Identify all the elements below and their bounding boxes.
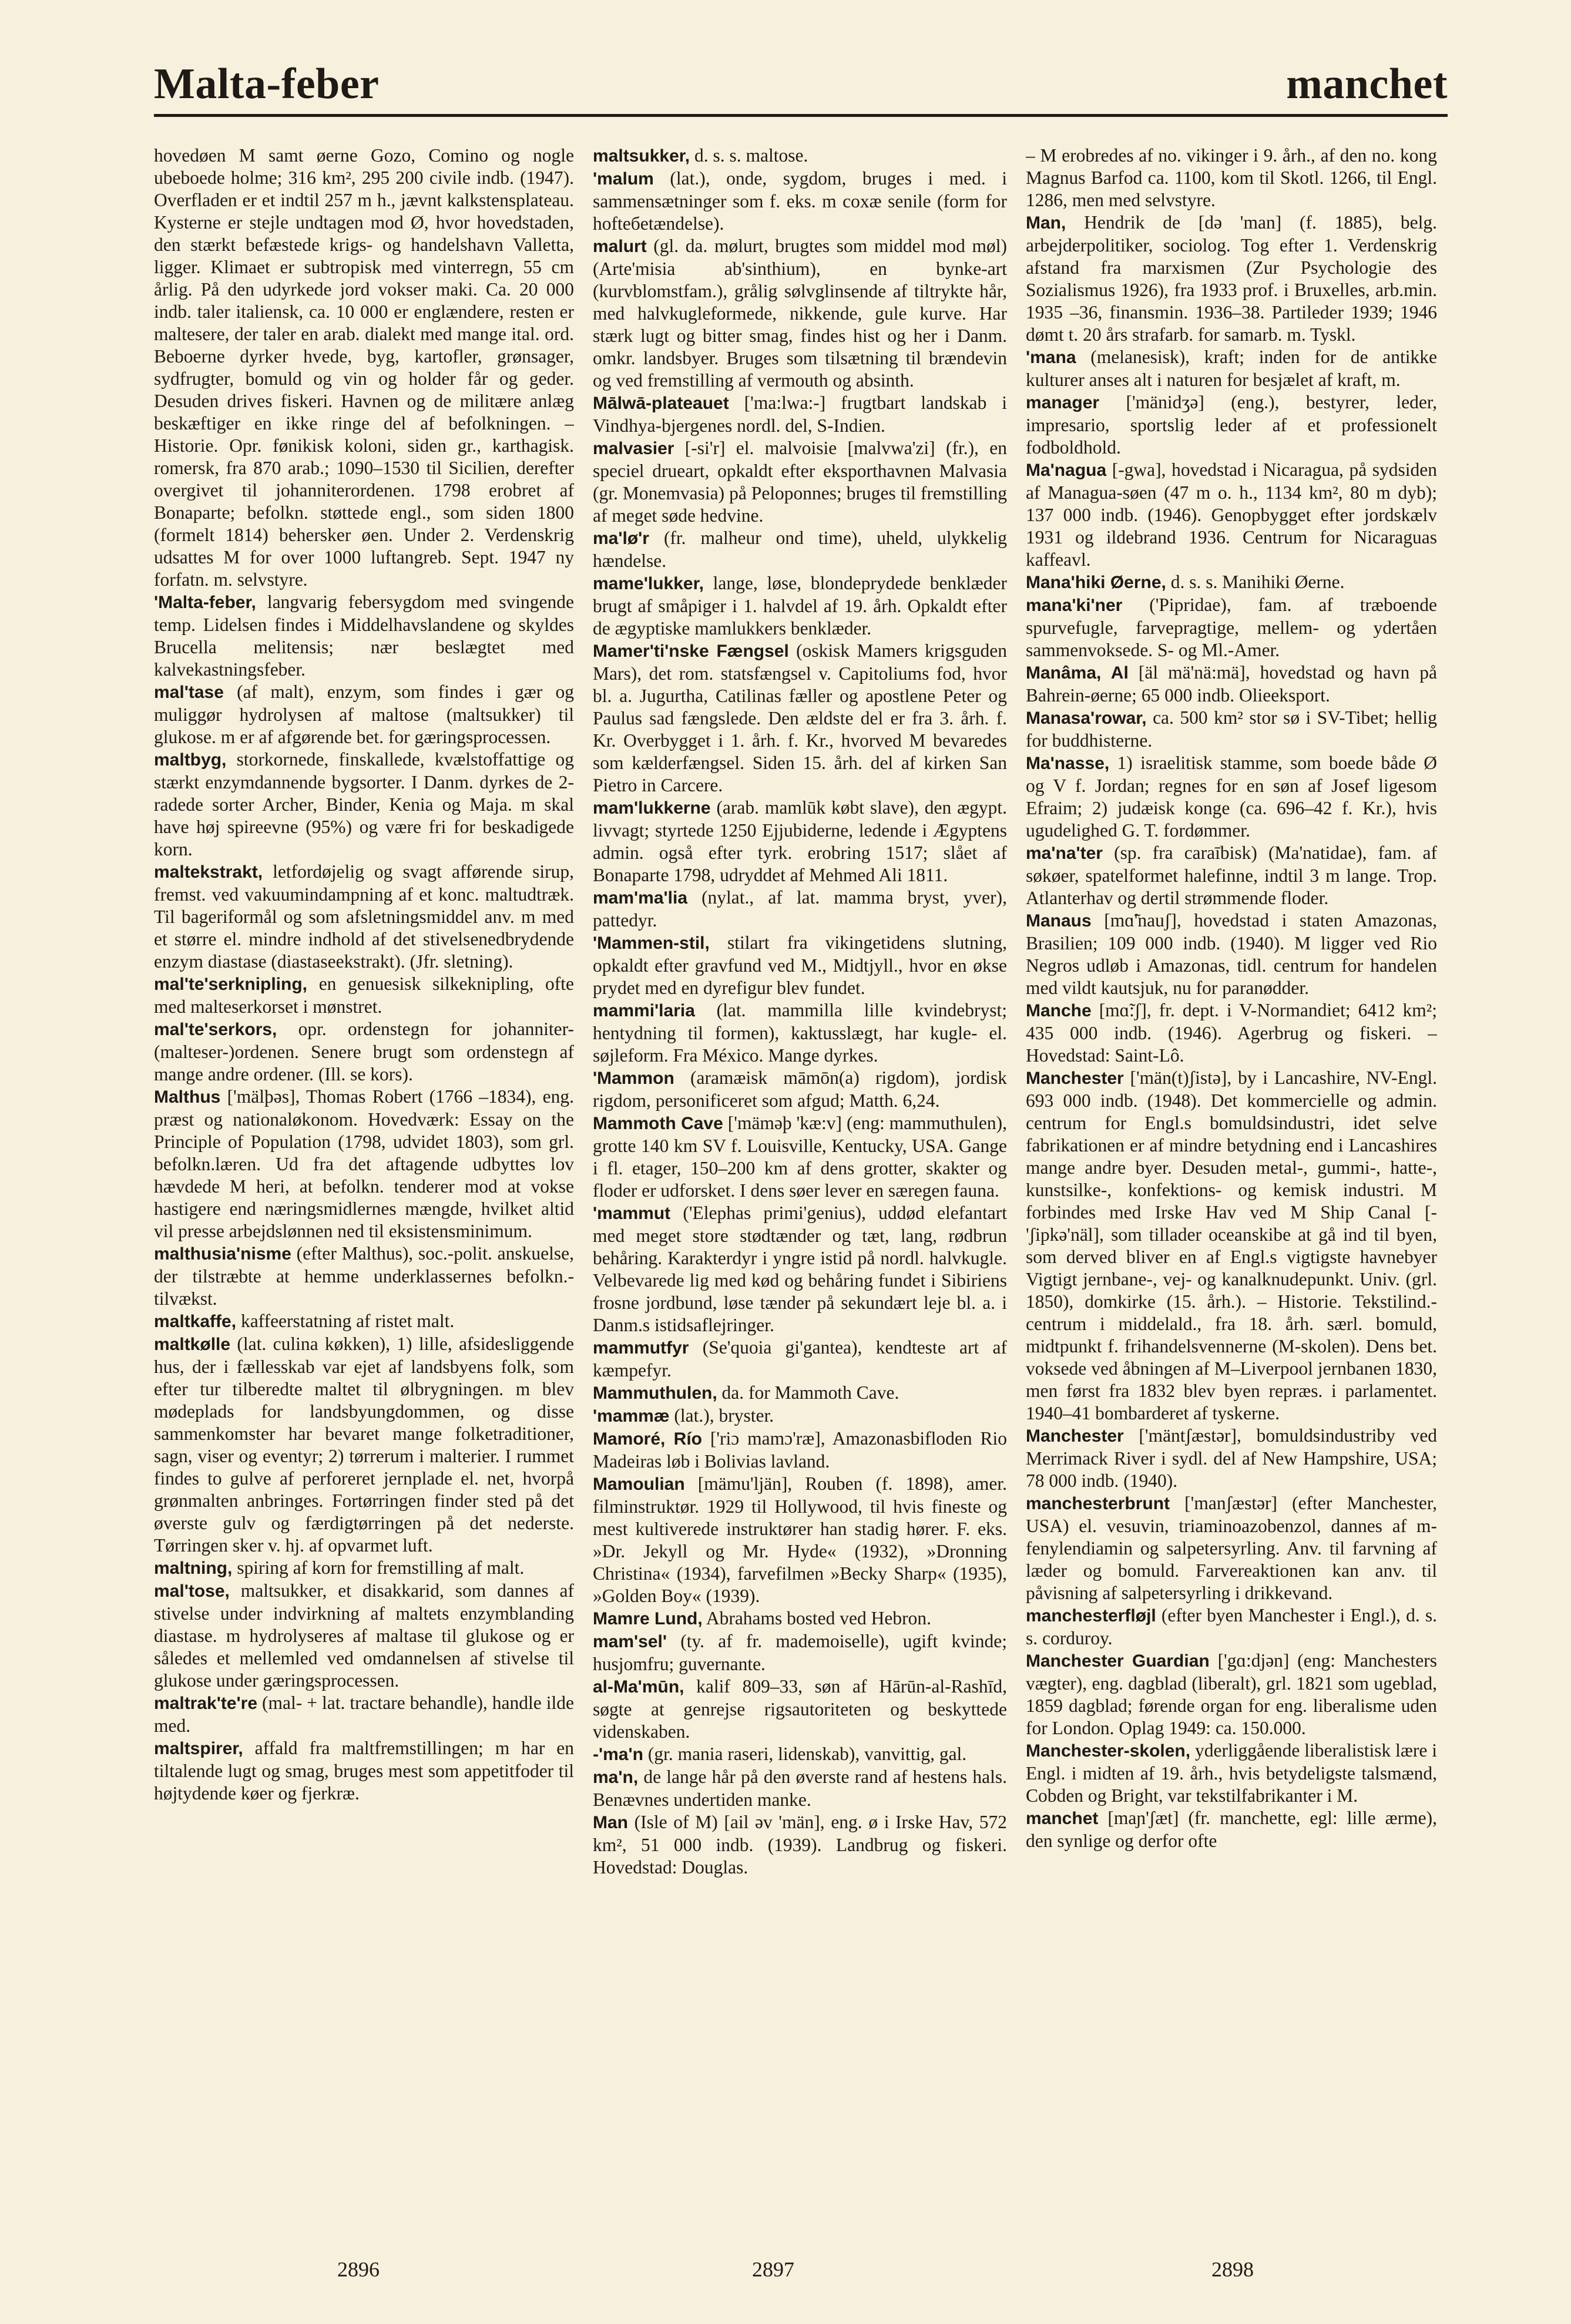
entry-definition: [mämu'ljän], Rouben (f. 1898), amer. filminstruktør. 1929 til Hollywood, til hvis fineste og mest kultiverede instruktører han stadig hører. F. eks. »Dr. Jekyll og Mr. Hyde« (1932), »Dronning Christina« (1934), farvefilmen »Becky Sharp« (1935), »Golden Boy« (1939). — [593, 1473, 1007, 1606]
entry-definition: (gr. mania raseri, lidenskab), vanvittig, gal. — [647, 1744, 967, 1764]
dictionary-entry — [154, 973, 574, 1018]
dictionary-entry — [1026, 661, 1437, 707]
entry-definition: (efter Malthus), soc.-polit. anskuelse, der tilstræbte at hemme underklassernes befolkn.-tilvækst. — [154, 1243, 574, 1309]
dictionary-entry — [1026, 1739, 1437, 1807]
entry-definition: ['män(t)ʃistə], by i Lancashire, NV-Engl. 693 000 indb. (1948). Det kommercielle og admin. centrum for Engl.s bomuldsindustri, idet selve fabrikationen er af mindre betydning end i Lancashires mange andre byer. Desuden metal-, gummi-, hatte-, kunstsilke-, konfektions- og kemisk industri. M forbindes med Irske Hav ved M Ship Canal [-'ʃipkə'näl], som tillader oceanskibe at gå ind til byen, som derved bliver en af Engl.s vigtigste havnebyer Vigtigt jernbane-, vej- og kanalknudepunkt. Univ. (grl. 1850), domkirke (15. årh.). – Historie. Tekstilind.-centrum i middelald., fra 18. årh. særl. bomuld, midtpunkt f. frihandelsvennerne (M-skolen). Dens bet. voksede ved åbningen af M–Liverpool jernbanen 1830, men først fra 1832 blev byen repræs. i parlamentet. 1940–41 bombarderet af tyskerne. — [1026, 1067, 1437, 1423]
dictionary-entry — [593, 1382, 1007, 1405]
last-headword: manchet — [1286, 60, 1448, 108]
entry-headword: Manasa'rowar, — [1026, 708, 1147, 728]
dictionary-entry — [154, 748, 574, 861]
entry-definition: ['mälþəs], Thomas Robert (1766 –1834), eng. præst og nationaløkonom. Hovedværk: Essay on the Principle of Population (1798, udvidet 1803), som grl. befolkn.læren. Ud fra det aftagende udbyttes lov hævdede M heri, at befolkn. tenderer mod at vokse hastigere end næringsmidlernes mængde, hvilket altid vil presse arbejdslønnen ned til eksistensminimum. — [154, 1086, 574, 1241]
dictionary-entry — [593, 1766, 1007, 1811]
dictionary-entry — [593, 1428, 1007, 1473]
entry-definition: hovedøen M samt øerne Gozo, Comino og nogle ubeboede holme; 316 km², 295 200 civile indb. (1947). Overfladen er et indtil 257 m h., jævnt kalkstensplateau. Kysterne er stejle undtagen mod Ø, hvor hovedstaden, den stærkt befæstede krigs- og handelshavn Valletta, ligger. Klimaet er subtropisk med vinterregn, 55 cm årlig. På den udyrkede jord vokser maki. Ca. 20 000 indb. taler italiensk, ca. 10 000 er englændere, resten er maltesere, der taler en arab. dialekt med mange ital. ord. Beboerne dyrker hvede, byg, kartofler, grønsager, sydfrugter, bomuld og vin og holder får og geder. Desuden drives fiskeri. Havnen og de militære anlæg beskæftiger en ikke ringe del af befolkningen. – Historie. Opr. fønikisk koloni, siden gr., karthagisk. romersk, fra 870 arab.; 1090–1530 til Sicilien, derefter overgivet til johanniterordenen. 1798 erobret af Bonaparte; befolkn. støttede engl., som siden 1800 (formelt 1814) behersker øen. Under 2. Verdenskrig udsattes M for over 1000 luftangreb. Sept. 1947 ny forfatn. m. selvstyre. — [154, 145, 574, 590]
entry-definition: (nylat., af lat. mamma bryst, yver), pattedyr. — [593, 887, 1007, 931]
entry-headword: ma'lø'r — [593, 529, 649, 548]
entry-definition: ('Pipridae), fam. af træboende spurvefugle, farvepragtige, mellem- og ydertåen sammenvoksede. S- og Ml.-Amer. — [1026, 595, 1437, 660]
entry-headword: Manchester-skolen, — [1026, 1741, 1191, 1761]
dictionary-entry — [593, 1405, 1007, 1428]
dictionary-entry — [593, 797, 1007, 886]
page-number-left: 2896 — [337, 2258, 380, 2281]
entry-definition: (lat. culina køkken), 1) lille, afsidesliggende hus, der i fællesskab var ejet af landsbyens folk, som efter tur tilberedte maltet til ølbrygningen. m blev mødeplads for landsbyungdommen, og disse sammenkomster har bevaret mange folketraditioner, sagn, viser og eventyr; 2) tørrerum i malterier. I rummet findes to gulve af perforeret jernplade el. net, hvorpå grønmalten anbringes. Fortørringen finder sted på det øverste gulv og færdigtørringen på det nederste. Tørringen sker v. hj. af opvarmet luft. — [154, 1334, 574, 1556]
entry-headword: manchesterfløjl — [1026, 1606, 1156, 1626]
entry-definition: (ty. af fr. mademoiselle), ugift kvinde; husjomfru; guvernante. — [593, 1631, 1007, 1674]
entry-headword: 'mammæ — [593, 1406, 670, 1426]
entry-headword: Mamer'ti'nske Fængsel — [593, 642, 789, 661]
dictionary-entry — [154, 591, 574, 681]
entry-headword: Man, — [1026, 213, 1066, 233]
entry-headword: Man — [593, 1813, 628, 1832]
entry-headword: maltning, — [154, 1559, 233, 1578]
dictionary-entry — [1026, 145, 1437, 211]
entry-headword: ma'n, — [593, 1768, 639, 1787]
first-headword: Malta-feber — [154, 60, 380, 108]
entry-headword: mal'te'serkors, — [154, 1020, 277, 1039]
dictionary-entry — [1026, 1604, 1437, 1650]
dictionary-entry — [593, 1607, 1007, 1630]
entry-definition: ['mäntʃæstər], bomuldsindustriby ved Merrimack River i sydl. del af New Hampshire, USA; 78 000 indb. (1940). — [1026, 1425, 1437, 1491]
entry-definition: (oskisk Mamers krigsguden Mars), det rom. statsfængsel v. Capitoliums fod, hvor bl. a. Jugurtha, Catilinas fæller og apostlene Peter og Paulus sad fængslede. Den ældste del er fra 3. årh. f. Kr. Overbygget i 1. årh. f. Kr., hvorved M bevaredes som kælderfængsel. Siden 15. årh. del af kirken San Pietro in Carcere. — [593, 640, 1007, 795]
entry-headword: manchesterbrunt — [1026, 1494, 1170, 1513]
page-numbers — [154, 2257, 1448, 2292]
entry-definition: ['mäməþ 'kæ:v] (eng: mammuthulen), grotte 140 km SV f. Louisville, Kentucky, USA. Gange i fl. etager, 150–200 km af dens grotter, skakter og floder er udforsket. I dens søer lever en særegen fauna. — [593, 1113, 1007, 1201]
dictionary-entry — [1026, 909, 1437, 999]
dictionary-entry — [1026, 211, 1437, 346]
entry-definition: (arab. mamlūk købt slave), den ægypt. livvagt; styrtede 1250 Ejjubiderne, ledende i Ægyptens admin. også efter tyrk. erobring 1517; slået af Bonaparte 1798, udryddet af Mehmed Ali 1811. — [593, 797, 1007, 885]
dictionary-entry — [1026, 346, 1437, 391]
entry-headword: mana'ki'ner — [1026, 596, 1123, 615]
entry-headword: mam'ma'lia — [593, 888, 688, 908]
entry-definition: (mal- + lat. tractare behandle), handle ilde med. — [154, 1692, 574, 1736]
entry-definition: ['manʃæstər] (efter Manchester, USA) el. vesuvin, triaminoazobenzol, dannes af m-fenylendiamin og salpetersyrling. Anv. til farvning af læder og bomuld. Farvereaktionen kan anv. til påvisning af salpetersyrling i drikkevand. — [1026, 1493, 1437, 1603]
entry-headword: Manchester — [1026, 1426, 1124, 1446]
dictionary-entry — [593, 1112, 1007, 1202]
entry-headword: malurt — [593, 237, 647, 256]
entry-definition: (Se'quoia gi'gantea), kendteste art af kæmpefyr. — [593, 1337, 1007, 1381]
entry-definition: ['ma:lwa:-] frugtbart landskab i Vindhya-bjergenes nordl. del, S-Indien. — [593, 392, 1007, 436]
entry-headword: Manche — [1026, 1001, 1092, 1020]
entry-definition: langvarig febersygdom med svingende temp. Lidelsen findes i Middelhavslandene og skyldes Brucella melitensis; nær beslægtet med kalvekastningsfeber. — [154, 592, 574, 680]
entry-definition: (Isle of M) [ail əv 'män], eng. ø i Irske Hav, 572 km², 51 000 indb. (1939). Landbrug og fiskeri. Hovedstad: Douglas. — [593, 1812, 1007, 1878]
entry-definition: (lat. mammilla lille kvindebryst; hentydning til formen), kaktusslægt, har kugle- el. søjleform. Fra México. Mange dyrkes. — [593, 1000, 1007, 1066]
dictionary-entry — [593, 999, 1007, 1067]
entry-definition: (efter byen Manchester i Engl.), d. s. s. corduroy. — [1026, 1605, 1437, 1648]
entry-definition: en genuesisk silkeknipling, ofte med malteserkorset i mønstret. — [154, 973, 574, 1017]
entry-headword: malvasier — [593, 439, 674, 458]
entry-headword: Ma'nasse, — [1026, 754, 1110, 773]
dictionary-entry — [154, 681, 574, 748]
entry-definition: (aramæisk māmōn(a) rigdom), jordisk rigdom, personificeret som afgud; Matth. 6,24. — [593, 1067, 1007, 1111]
dictionary-entry — [1026, 571, 1437, 594]
entry-definition: Hendrik de [də 'man] (f. 1885), belg. arbejderpolitiker, sociolog. Tog efter 1. Verdenskrig afstand fra marxismen (Zur Psychologie des Sozialismus 1926), fra 1933 prof. i Bruxelles, arb.min. 1935 –36, finansmin. 1936–38. Partileder 1939; 1946 dømt t. 20 års strafarb. for samarb. m. Tyskl. — [1026, 212, 1437, 345]
dictionary-entry — [1026, 594, 1437, 661]
entry-headword: Mana'hiki Øerne, — [1026, 573, 1166, 592]
entry-definition: – M erobredes af no. vikinger i 9. årh., af den no. kong Magnus Barfod ca. 1100, kom til Skotl. 1266, til Engl. 1286, men med selvstyre. — [1026, 145, 1437, 210]
dictionary-entry — [593, 1630, 1007, 1675]
entry-definition: Abrahams bosted ved Hebron. — [706, 1608, 931, 1628]
entry-definition: opr. ordenstegn for johanniter-(malteser-)ordenen. Senere brugt som ordenstegn af mange andre ordener. (Ill. se kors). — [154, 1019, 574, 1084]
dictionary-entry — [593, 392, 1007, 437]
entry-definition: storkornede, finskallede, kvælstoffattige og stærkt enzymdannende bygsorter. I Danm. dyrkes de 2-radede sorter Archer, Binder, Kenia og Maja. m skal have høj spireevne (95%) og være fri for beskadigede korn. — [154, 749, 574, 859]
entry-definition: (sp. fra caraībisk) (Ma'natidae), fam. af søkøer, spatelformet halefinne, indtil 3 m lange. Trop. Atlanterhav og dertil strømmende floder. — [1026, 842, 1437, 908]
dictionary-entry — [1026, 1492, 1437, 1604]
entry-headword: 'Mammon — [593, 1069, 674, 1088]
entry-definition: letfordøjelig og svagt afførende sirup, fremst. ved vakuumindampning af et konc. maltudtræk. Til bageriformål og som afsletningsmiddel anv. m med et større el. mindre indhold af det stivelsenedbrydende enzym diastase (diastaseekstrakt). (Jfr. sletning). — [154, 861, 574, 972]
dictionary-entry — [1026, 999, 1437, 1067]
entry-headword: 'mana — [1026, 348, 1076, 367]
entry-definition: ['riɔ mamɔ'ræ], Amazonasbifloden Rio Madeiras løb i Bolivias lavland. — [593, 1428, 1007, 1472]
entry-headword: mam'lukkerne — [593, 798, 711, 818]
dictionary-entry — [593, 145, 1007, 167]
entry-definition: [mɑ̃:ʃ], fr. dept. i V-Normandiet; 6412 km²; 435 000 indb. (1946). Agerbrug og fiskeri. – Hovedstad: Saint-Lô. — [1026, 1000, 1437, 1066]
entry-definition: da. for Mammoth Cave. — [721, 1382, 899, 1403]
entry-headword: Manchester — [1026, 1069, 1124, 1088]
dictionary-entry — [154, 861, 574, 973]
entry-definition: [äl mä'nä:mä], hovedstad og havn på Bahrein-øerne; 65 000 indb. Olieeksport. — [1026, 662, 1437, 706]
dictionary-entry — [1026, 1650, 1437, 1739]
dictionary-entry — [593, 1473, 1007, 1607]
entry-definition: affald fra maltfremstillingen; m har en tiltalende lugt og smag, bruges mest som appetitfoder til højtydende køer og fjerkræ. — [154, 1738, 574, 1804]
dictionary-entry — [1026, 842, 1437, 909]
dictionary-entry — [154, 1580, 574, 1692]
dictionary-entry — [154, 1018, 574, 1086]
entry-definition: (fr. malheur ond time), uheld, ulykkelig hændelse. — [593, 528, 1007, 571]
entry-definition: 1) israelitisk stamme, som boede både Ø og V f. Jordan; regnes for en søn af Josef ligesom Efraim; 2) judæisk konge (ca. 696–42 f. Kr.), hvis ugudelighed G. T. fordømmer. — [1026, 753, 1437, 841]
entry-definition: (lat.), onde, sygdom, bruges i med. i sammensætninger som f. eks. m coxæ senile (form for hofteбetændelse). — [593, 168, 1007, 234]
entry-definition: kalif 809–33, søn af Hārūn-al-Rashīd, søgte at genrejse rigsautoriteten og beskyttede videnskaben. — [593, 1676, 1007, 1742]
entry-definition: ['mänidʒə] (eng.), bestyrer, leder, impresario, sportslig leder af et professionelt fodboldhold. — [1026, 392, 1437, 458]
dictionary-entry — [593, 572, 1007, 640]
dictionary-entry — [593, 1743, 1007, 1766]
entry-definition: [-si'r] el. malvoisie [malvwa'zi] (fr.), en speciel druеart, opkaldt efter eksporthavnen Malvasia (gr. Monemvasia) på Peloponnes; bruges til fremstilling af meget søde hedvine. — [593, 438, 1007, 526]
dictionary-entry — [593, 437, 1007, 527]
text-columns — [154, 145, 1448, 2212]
entry-definition: spiring af korn for fremstilling af malt. — [237, 1557, 525, 1578]
entry-headword: Mālwā-plateauet — [593, 394, 729, 413]
entry-headword: Mamoré, Río — [593, 1429, 703, 1449]
running-header — [154, 58, 1448, 117]
entry-headword: maltbyg, — [154, 750, 227, 770]
dictionary-entry — [593, 235, 1007, 392]
entry-definition: (af malt), enzym, som findes i gær og muliggør hydrolysen af maltose (maltsukker) til glukose. m er af afgørende bet. for gæringsprocessen. — [154, 681, 574, 747]
column-3 — [1026, 145, 1437, 2212]
entry-definition: ['gɑ:djən] (eng: Manchesters vægter), eng. dagblad (liberalt), grl. 1821 som ugeblad, 1859 dagblad; førende organ for eng. liberalisme uden for London. Oplag 1949: ca. 150.000. — [1026, 1650, 1437, 1738]
dictionary-entry — [1026, 391, 1437, 459]
entry-headword: al-Ma'mūn, — [593, 1677, 684, 1697]
dictionary-entry — [593, 932, 1007, 999]
entry-headword: Manaus — [1026, 911, 1092, 931]
entry-definition: (gl. da. mølurt, brugtes som middel mod møl) (Arte'misia ab'sinthium), en bynke-art (kurvblomstfam.), grålig sølvglinsende af tiltrykte hår, med halvkugleformede, nikkende, gule kurve. Har stærk lugt og bitter smag, findes hist og her i Danm. omkr. landsbyer. Bruges som tilsætning til brændevin og ved fremstilling af vermouth og absinth. — [593, 236, 1007, 391]
dictionary-entry — [593, 1811, 1007, 1879]
entry-headword: mammutfyr — [593, 1338, 689, 1358]
entry-definition: [mɑ̃'nauʃ], hovedstad i staten Amazonas, Brasilien; 109 000 indb. (1940). M ligger ved Rio Negros udløb i Amazonas, tidl. centrum for handelen med vildt kautsjuk, nu for paranødder. — [1026, 910, 1437, 998]
entry-headword: maltekstrakt, — [154, 862, 263, 882]
entry-headword: manchet — [1026, 1809, 1099, 1828]
dictionary-entry — [1026, 752, 1437, 842]
entry-headword: mam'sel' — [593, 1632, 667, 1651]
entry-headword: Mamoulian — [593, 1475, 685, 1494]
entry-definition: yderliggående liberalistisk lære i Engl. i midten af 19. årh., hvis betydeligste talsmænd, Cobden og Bright, var tekstilfabrikanter i M. — [1026, 1740, 1437, 1806]
dictionary-entry — [593, 1336, 1007, 1382]
entry-definition: maltsukker, et disakkarid, som dannes af stivelse under indvirkning af maltets enzymblanding diastase. m hydrolyseres af maltase til glukose og er således et mellemled ved omdannelsen af stivelse til glukose under gæringsprocessen. — [154, 1580, 574, 1691]
dictionary-entry — [1026, 459, 1437, 571]
page-number-middle: 2897 — [752, 2258, 794, 2281]
entry-headword: maltsukker, — [593, 146, 690, 166]
dictionary-entry — [593, 886, 1007, 932]
dictionary-entry — [154, 145, 574, 591]
dictionary-entry — [593, 1202, 1007, 1336]
entry-headword: maltspirer, — [154, 1739, 243, 1758]
entry-headword: -'ma'n — [593, 1745, 643, 1764]
entry-headword: mal'tose, — [154, 1581, 230, 1601]
entry-headword: malthusia'nisme — [154, 1244, 291, 1264]
entry-headword: ma'na'ter — [1026, 844, 1103, 863]
entry-headword: 'mammut — [593, 1204, 671, 1223]
entry-headword: mal'tase — [154, 683, 224, 702]
dictionary-entry — [1026, 1807, 1437, 1852]
entry-headword: Manâma, Al — [1026, 663, 1129, 683]
dictionary-entry — [154, 1310, 574, 1333]
dictionary-entry — [593, 1067, 1007, 1112]
entry-definition: stilart fra vikingetidens slutning, opkaldt efter gravfund ved M., Midtjyll., hvor en økse prydet med en dyrefigur blev fundet. — [593, 932, 1007, 998]
dictionary-entry — [593, 1675, 1007, 1743]
entry-headword: maltkaffe, — [154, 1312, 237, 1331]
dictionary-entry — [154, 1086, 574, 1242]
dictionary-entry — [593, 640, 1007, 797]
entry-headword: Mammuthulen, — [593, 1383, 717, 1403]
entry-definition: ('Elephas primi'genius), uddød elefantart med meget store stødtænder og tæt, lang, rødbrun behåring. Karakterdyr i yngre istid på nordl. halvkugle. Velbevarede lig med kød og behåring fundet i Sibiriens frosne jordbund, løse tænder på sekundært leje bl. a. i Danm.s istidsaflejringer. — [593, 1203, 1007, 1335]
dictionary-entry — [593, 167, 1007, 235]
entry-definition: de lange hår på den øverste rand af hestens hals. Benævnes undertiden manke. — [593, 1766, 1007, 1810]
entry-headword: maltkølle — [154, 1335, 231, 1354]
entry-headword: Mamre Lund, — [593, 1609, 703, 1628]
entry-headword: 'malum — [593, 169, 654, 189]
entry-definition: d. s. s. Manihiki Øerne. — [1170, 572, 1345, 592]
entry-headword: Mammoth Cave — [593, 1114, 723, 1133]
entry-headword: Ma'nagua — [1026, 461, 1107, 480]
entry-headword: manager — [1026, 393, 1100, 412]
dictionary-entry — [154, 1692, 574, 1737]
dictionary-entry — [154, 1242, 574, 1310]
entry-definition: [-gwa], hovedstad i Nicaragua, på sydsiden af Managua-søen (47 m o. h., 1134 km², 80 m dyb); 137 000 indb. (1946). Genopbygget efter jordskælv 1931 og ildebrand 1936. Centrum for Nicaraguas kaffeavl. — [1026, 459, 1437, 570]
page-number-right: 2898 — [1211, 2258, 1254, 2281]
entry-definition: kaffeerstatning af ristet malt. — [240, 1311, 455, 1331]
column-1 — [154, 145, 574, 2212]
dictionary-entry — [154, 1737, 574, 1805]
dictionary-entry — [593, 527, 1007, 572]
entry-headword: 'Malta-feber, — [154, 593, 256, 612]
entry-definition: [maɲ'ʃæt] (fr. manchette, egl: lille ærme), den synlige og derfor ofte — [1026, 1808, 1437, 1851]
entry-headword: Malthus — [154, 1087, 221, 1107]
entry-headword: 'Mammen-stil, — [593, 933, 710, 953]
dictionary-entry — [154, 1557, 574, 1580]
dictionary-entry — [1026, 707, 1437, 752]
entry-definition: (lat.), bryster. — [674, 1405, 774, 1426]
dictionary-entry — [1026, 1425, 1437, 1492]
entry-headword: mame'lukker, — [593, 574, 704, 593]
entry-headword: mal'te'serknipling, — [154, 975, 308, 994]
entry-definition: d. s. s. maltose. — [694, 145, 808, 166]
entry-headword: maltrak'te're — [154, 1694, 258, 1713]
entry-headword: Manchester Guardian — [1026, 1651, 1210, 1671]
dictionary-entry — [154, 1333, 574, 1557]
entry-definition: ca. 500 km² stor sø i SV-Tibet; hellig for buddhisterne. — [1026, 707, 1437, 751]
entry-definition: lange, løse, blondeprydede benklæder brugt af småpiger i 1. halvdel af 19. årh. Opkaldt efter de ægyptiske mamlukkers benklæder. — [593, 573, 1007, 639]
dictionary-entry — [1026, 1067, 1437, 1425]
entry-definition: (melanesisk), kraft; inden for de antikke kulturer anses alt i naturen for besjælet af kraft, m. — [1026, 347, 1437, 390]
column-2 — [593, 145, 1007, 2212]
entry-headword: mammi'laria — [593, 1001, 695, 1020]
